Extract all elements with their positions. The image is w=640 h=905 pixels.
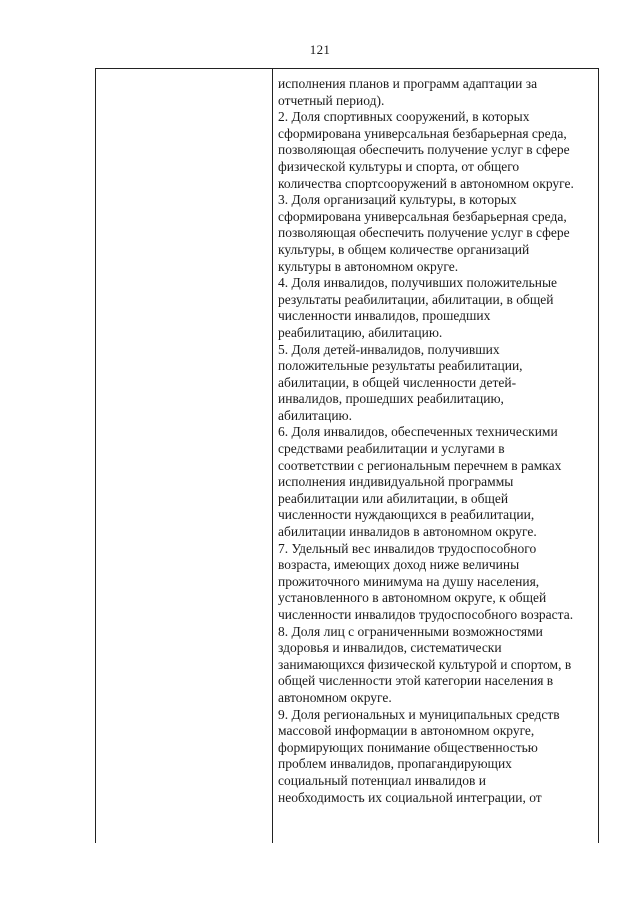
paragraph-continuation: исполнения планов и программ адаптации за отчетный период).: [278, 76, 538, 108]
indicator-item-8: 8. Доля лиц с ограниченными возможностями здоровья и инвалидов, систематически занимающихся физической культурой и спортом, в общей численности этой категории населения в автономном округе.: [278, 623, 572, 705]
indicator-item-6: 6. Доля инвалидов, обеспеченных техническими средствами реабилитации и услугами в соответствии с региональным перечнем в рамках исполнения индивидуальной программы реабилитации или абилитации, в общей численности нуждающихся в реабилитации, абилитации инвалидов в автономном округе.: [278, 424, 562, 540]
indicator-item-9: 9. Доля региональных и муниципальных средств массовой информации в автономном округе, формирующих понимание общественностью проблем инвалидов, пропагандирующих социальный потенциал инвалидов и необходимость их социальной интеграции, от: [278, 706, 560, 805]
indicator-item-7: 7. Удельный вес инвалидов трудоспособного возраста, имеющих доход ниже величины прожиточного минимума на душу населения, установленного в автономном округе, к общей численности инвалидов трудоспособного возраста.: [278, 540, 574, 622]
table-left-cell: [96, 69, 273, 843]
indicator-item-5: 5. Доля детей-инвалидов, получивших положительные результаты реабилитации, абилитации, в общей численности детей- инвалидов, прошедших реабилитацию, абилитацию.: [278, 341, 523, 423]
document-table: [95, 68, 599, 843]
indicator-item-2: 2. Доля спортивных сооружений, в которых сформирована универсальная безбарьерная среда, позволяющая обеспечить получение услуг в сфере физической культуры и спорта, от общего количества спортсооружений в автономном округе.: [278, 109, 574, 191]
table-right-cell: [273, 69, 598, 843]
page-number: 121: [309, 42, 331, 57]
indicator-item-3: 3. Доля организаций культуры, в которых сформирована универсальная безбарьерная среда, позволяющая обеспечить получение услуг в сфере культуры, в общем количестве организаций культуры в автономном округе.: [278, 192, 570, 274]
indicator-item-4: 4. Доля инвалидов, получивших положительные результаты реабилитации, абилитации, в общей численности инвалидов, прошедших реабилитацию, абилитацию.: [278, 275, 558, 340]
